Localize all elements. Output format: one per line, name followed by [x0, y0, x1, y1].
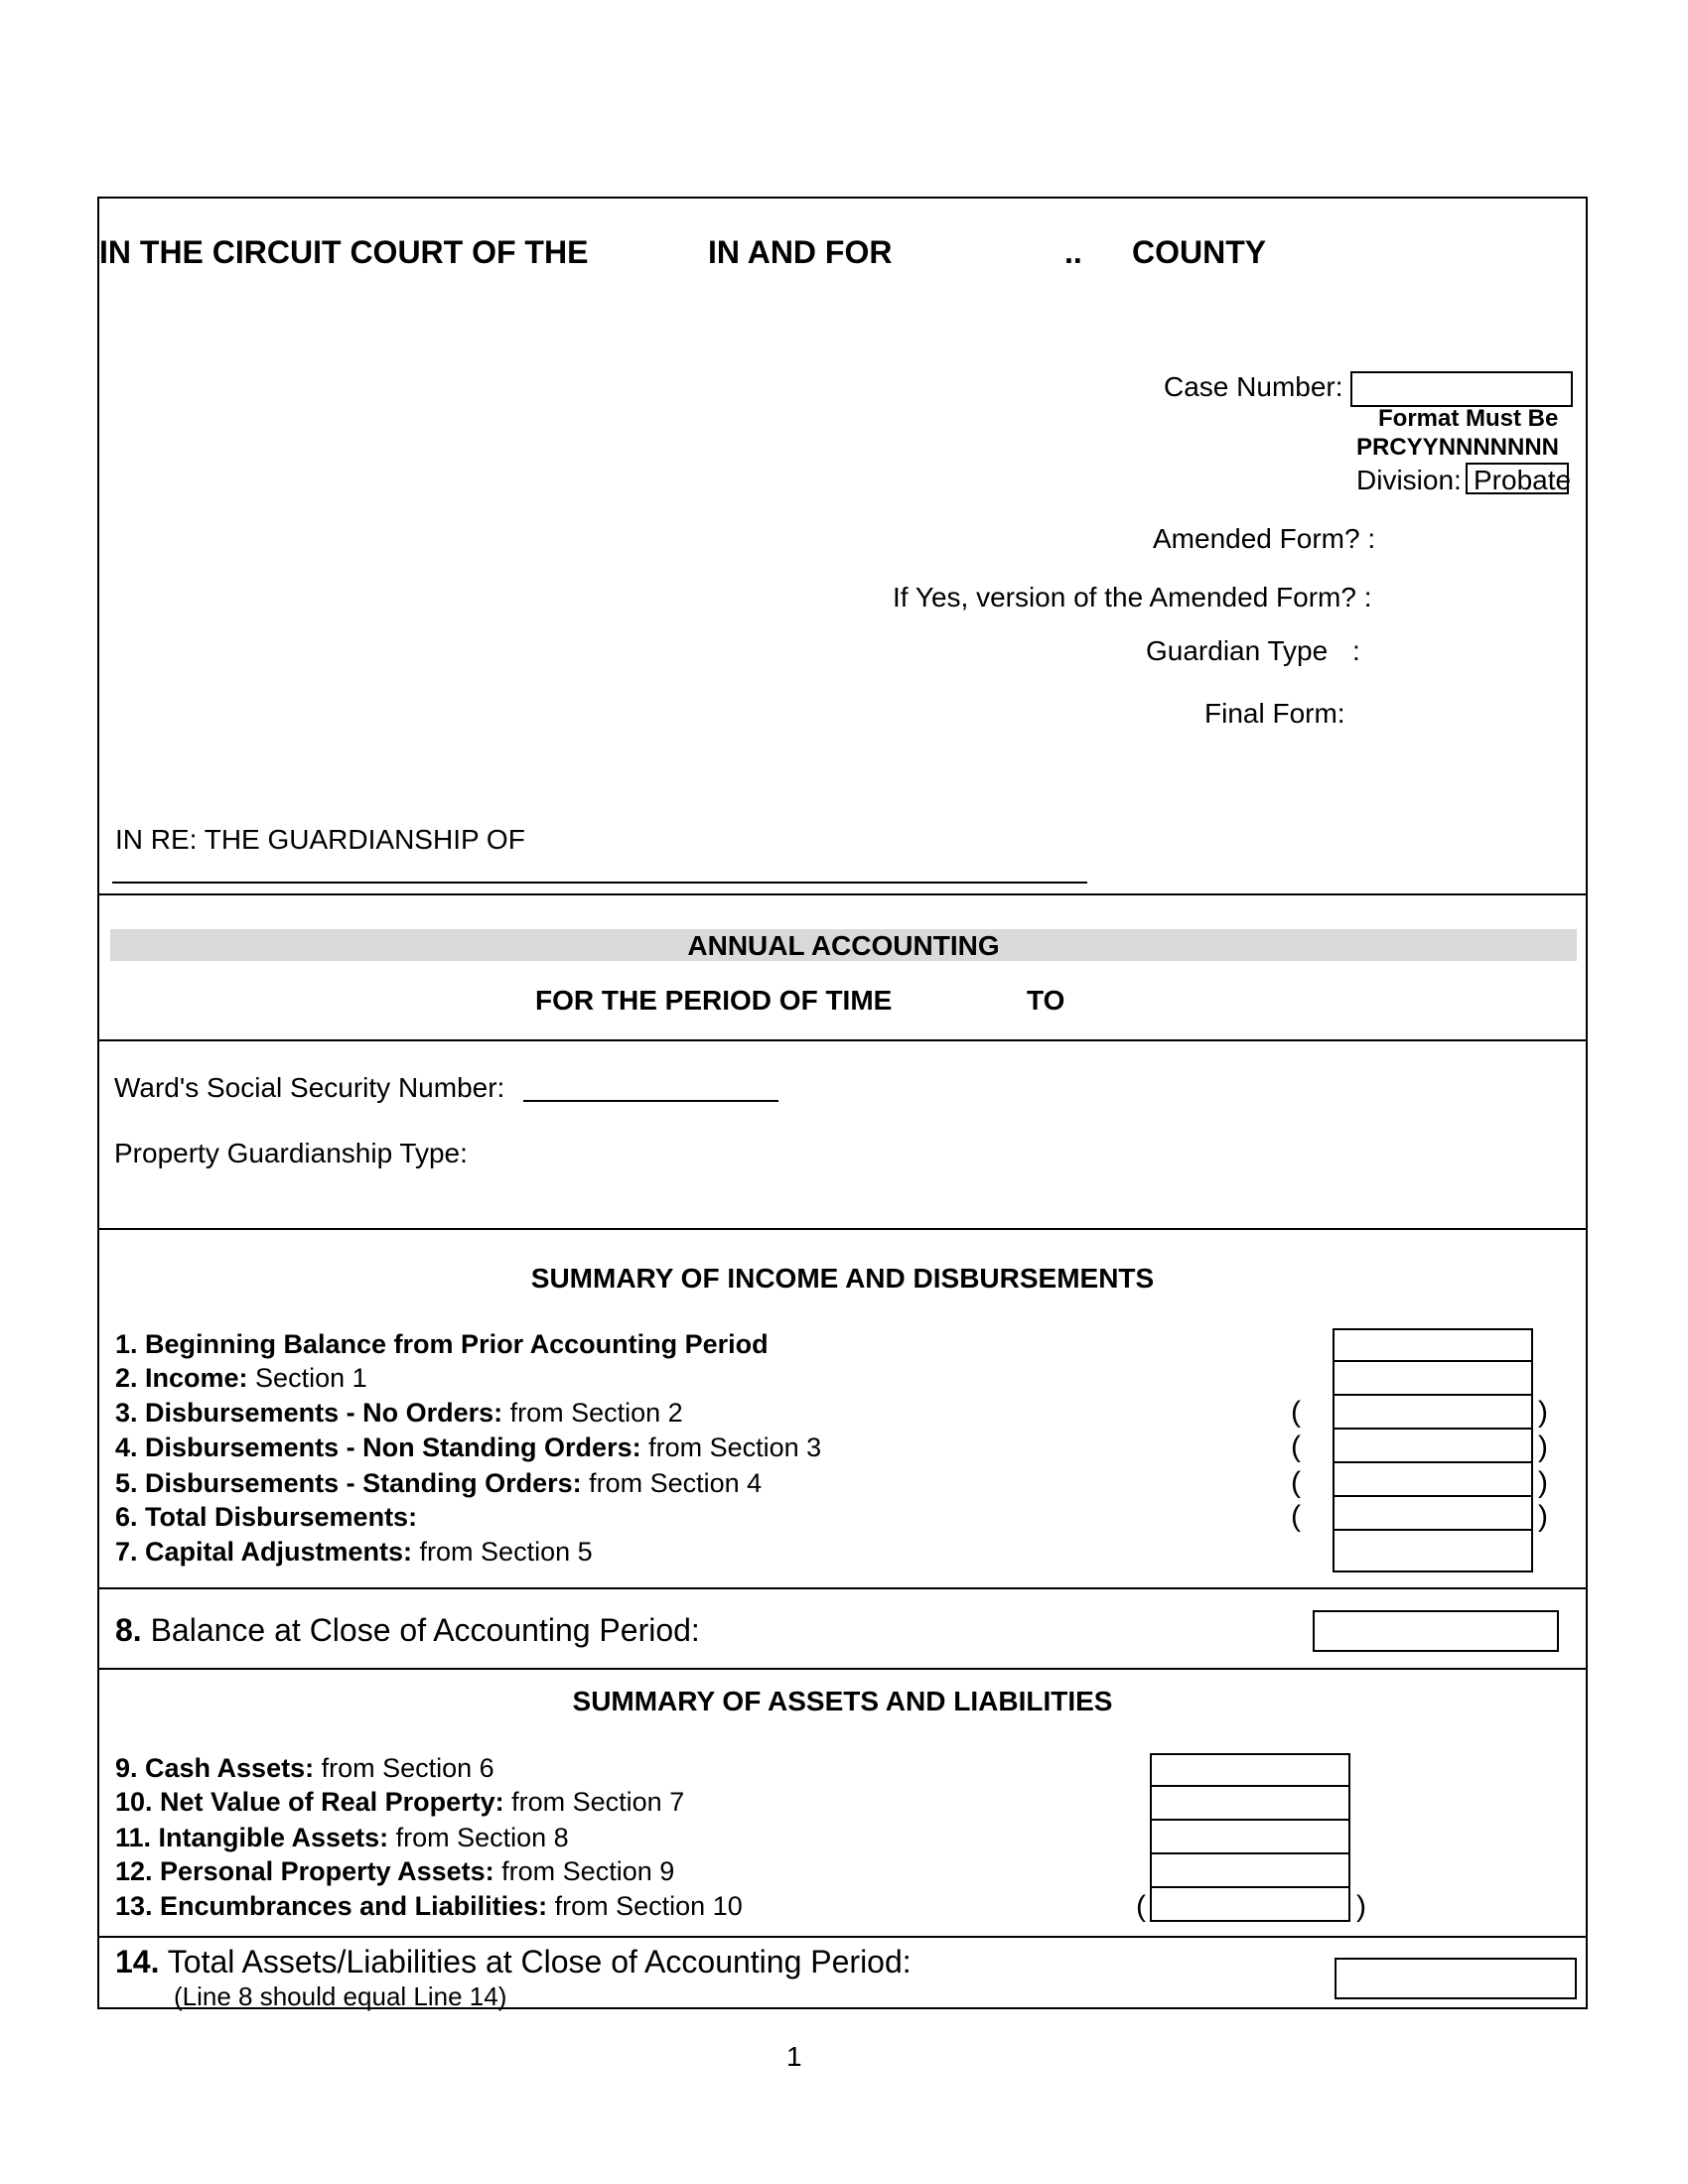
total-assets-input[interactable]	[1335, 1958, 1577, 1999]
division-label: Division:	[1356, 465, 1462, 495]
disbursements-non-standing-input[interactable]	[1333, 1430, 1533, 1463]
income-line-4: 4. Disbursements - Non Standing Orders: from Section 3	[115, 1433, 822, 1462]
in-re-label: IN RE: THE GUARDIANSHIP OF	[115, 824, 525, 855]
real-property-input[interactable]	[1150, 1787, 1350, 1821]
encumbrances-input[interactable]	[1150, 1888, 1350, 1922]
period-label: FOR THE PERIOD OF TIME	[535, 985, 893, 1016]
ssn-input-line[interactable]	[523, 1100, 778, 1102]
county-label: COUNTY	[1132, 234, 1267, 270]
personal-property-input[interactable]	[1150, 1854, 1350, 1888]
open-paren: (	[1291, 1466, 1301, 1499]
ward-name-line[interactable]	[112, 882, 1087, 884]
format-pattern: PRCYYNNNNNNN	[1356, 434, 1560, 461]
asset-line-13: 13. Encumbrances and Liabilities: from Section 10	[115, 1891, 743, 1921]
ssn-label: Ward's Social Security Number:	[114, 1072, 505, 1103]
intangible-assets-input[interactable]	[1150, 1821, 1350, 1854]
case-number-input[interactable]	[1350, 371, 1573, 407]
close-paren: )	[1538, 1466, 1548, 1499]
dots-separator: ..	[1064, 234, 1082, 270]
income-line-5: 5. Disbursements - Standing Orders: from Section 4	[115, 1468, 763, 1498]
in-and-for-label: IN AND FOR	[708, 234, 893, 270]
income-summary-heading: SUMMARY OF INCOME AND DISBURSEMENTS	[530, 1263, 1155, 1294]
assets-summary-heading: SUMMARY OF ASSETS AND LIABILITIES	[572, 1686, 1113, 1716]
income-line-6: 6. Total Disbursements:	[115, 1502, 418, 1532]
amended-form-label: Amended Form? :	[1153, 523, 1376, 554]
income-line-1: 1. Beginning Balance from Prior Accounting Period	[115, 1329, 769, 1359]
income-line-3: 3. Disbursements - No Orders: from Section 2	[115, 1398, 683, 1428]
close-paren: )	[1538, 1396, 1548, 1429]
court-heading: IN THE CIRCUIT COURT OF THE	[99, 234, 589, 270]
open-paren: (	[1291, 1396, 1301, 1429]
asset-line-10: 10. Net Value of Real Property: from Section 7	[115, 1787, 685, 1817]
property-type-label: Property Guardianship Type:	[114, 1138, 468, 1168]
total-note: (Line 8 should equal Line 14)	[174, 1981, 507, 2011]
guardian-type-label: Guardian Type	[1146, 635, 1329, 666]
amended-version-label: If Yes, version of the Amended Form? :	[893, 582, 1372, 613]
section-divider	[97, 1039, 1588, 1041]
final-form-label: Final Form:	[1204, 698, 1345, 729]
disbursements-standing-input[interactable]	[1333, 1463, 1533, 1497]
total-line: 14. Total Assets/Liabilities at Close of Accounting Period:	[115, 1944, 912, 1979]
open-paren: (	[1291, 1500, 1301, 1533]
asset-line-11: 11. Intangible Assets: from Section 8	[115, 1823, 569, 1852]
beginning-balance-input[interactable]	[1333, 1328, 1533, 1362]
total-disbursements-input[interactable]	[1333, 1497, 1533, 1531]
closing-balance-input[interactable]	[1313, 1610, 1559, 1652]
section-divider	[97, 1936, 1588, 1938]
cash-assets-input[interactable]	[1150, 1753, 1350, 1787]
section-divider	[97, 893, 1588, 895]
close-paren: )	[1538, 1431, 1548, 1463]
capital-adjustments-input[interactable]	[1333, 1531, 1533, 1572]
case-number-label: Case Number:	[1164, 371, 1343, 402]
income-line-7: 7. Capital Adjustments: from Section 5	[115, 1537, 593, 1567]
open-paren: (	[1291, 1431, 1301, 1463]
income-input[interactable]	[1333, 1362, 1533, 1396]
section-divider	[97, 1587, 1588, 1589]
income-line-2: 2. Income: Section 1	[115, 1363, 367, 1393]
guardian-type-colon: :	[1352, 635, 1360, 666]
asset-line-9: 9. Cash Assets: from Section 6	[115, 1753, 494, 1783]
format-note: Format Must Be	[1378, 405, 1559, 432]
annual-accounting-title: ANNUAL ACCOUNTING	[687, 930, 1000, 961]
close-paren: )	[1356, 1890, 1366, 1923]
open-paren: (	[1136, 1890, 1146, 1923]
section-divider	[97, 1668, 1588, 1670]
balance-line: 8. Balance at Close of Accounting Period:	[115, 1612, 700, 1648]
section-divider	[97, 1228, 1588, 1230]
to-label: TO	[1027, 985, 1065, 1016]
division-input[interactable]: Probate	[1466, 463, 1569, 494]
close-paren: )	[1538, 1500, 1548, 1533]
disbursements-no-orders-input[interactable]	[1333, 1396, 1533, 1430]
asset-line-12: 12. Personal Property Assets: from Section 9	[115, 1856, 675, 1886]
page-number: 1	[786, 2041, 802, 2072]
